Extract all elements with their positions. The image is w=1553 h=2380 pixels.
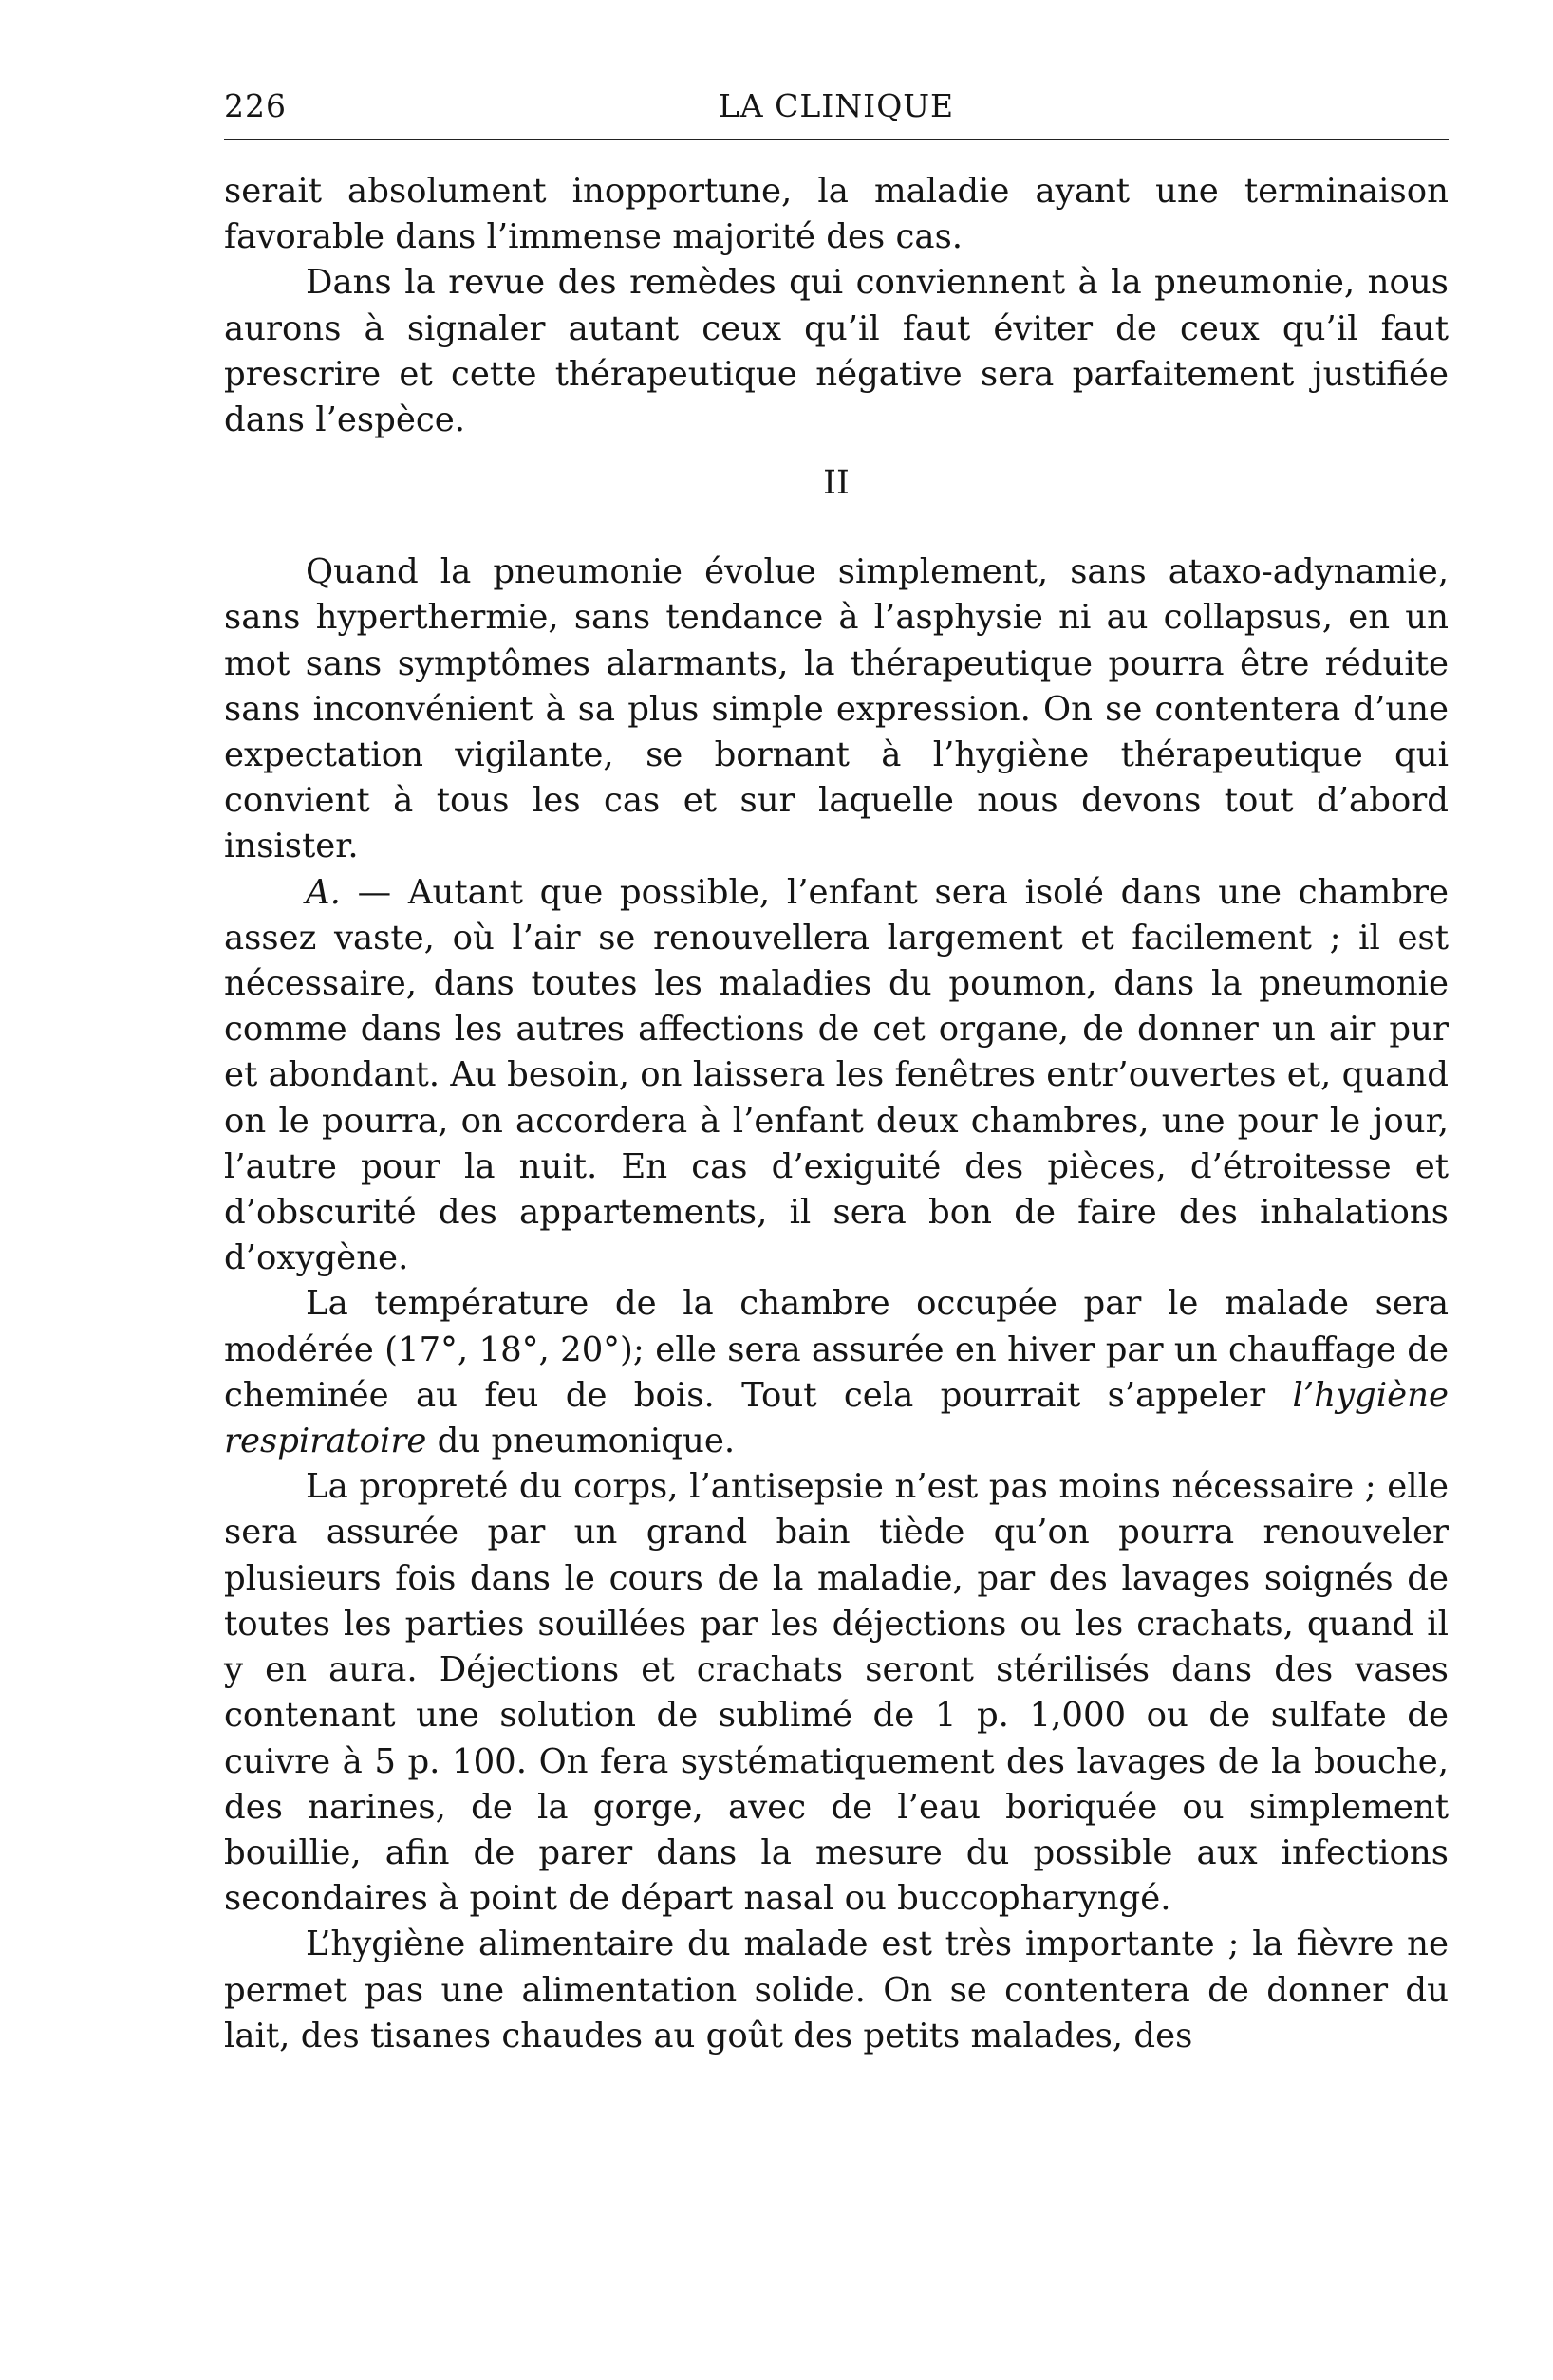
section-number: II <box>823 464 850 503</box>
paragraph: Quand la pneumonie évolue simplement, sans ataxo-adynamie, sans hyperthermie, sans tendance à l’asphysie ni au collapsus, en un mot sans symptômes alarmants, la thérapeutique pourra être réduite sans inconvénient à sa plus simple expression. On se contentera d’une expectation vigilante, se bornant à l’hygiène thérapeutique qui convient à tous les cas et sur laquelle nous devons tout d’abord insister. <box>224 552 1449 866</box>
paragraph-continued: serait absolument inopportune, la maladie ayant une terminaison favorable dans l’immense majorité des cas. <box>224 172 1449 257</box>
paragraph-text: La température de la chambre occupée par le malade sera modérée (17°, 18°, 20°); elle sera assurée en hiver par un chauffage de cheminée au feu de bois. Tout cela pourrait s’appeler <box>224 1284 1449 1415</box>
header-rule <box>224 139 1449 140</box>
paragraph <box>224 1281 1449 1464</box>
body-text <box>224 169 1449 2059</box>
running-head <box>224 82 1449 139</box>
paragraph: L’hygiène alimentaire du malade est très importante ; la fièvre ne permet pas une alimentation solide. On se contentera de donner du lait, des tisanes chaudes au goût des petits malades, des <box>224 1924 1449 2055</box>
paragraph-label: A. <box>306 872 341 912</box>
book-page <box>224 82 1449 2059</box>
paragraph-text: du pneumonique. <box>426 1422 736 1461</box>
paragraph-text: — Autant que possible, l’enfant sera isolé dans une chambre assez vaste, où l’air se renouvellera largement et facilement ; il est nécessaire, dans toutes les maladies du poumon, dans la pneumonie comme dans les autres affections de cet organe, de donner un air pur et abondant. Au besoin, on laissera les fenêtres entr’ouvertes et, quand on le pourra, on accordera à l’enfant deux chambres, une pour le jour, l’autre pour la nuit. En cas d’exiguité des pièces, d’étroitesse et d’obscurité des appartements, il sera bon de faire des inhalations d’oxygène. <box>224 872 1449 1278</box>
italic-term: l’hygiène respiratoire <box>224 1375 1449 1461</box>
paragraph: La propreté du corps, l’antisepsie n’est pas moins nécessaire ; elle sera assurée par un grand bain tiède qu’on pourra renouveler plusieurs fois dans le cours de la maladie, par des lavages soignés de toutes les parties souillées par les déjections ou les crachats, quand il y en aura. Déjections et crachats seront stérilisés dans des vases contenant une solution de sublimé de 1 p. 1,000 ou de sulfate de cuivre à 5 p. 100. On fera systématiquement des lavages de la bouche, des narines, de la gorge, avec de l’eau boriquée ou simplement bouillie, afin de parer dans la mesure du possible aux infections secondaires à point de départ nasal ou buccopharyngé. <box>224 1467 1449 1919</box>
page-number: 226 <box>224 87 287 124</box>
running-title: LA CLINIQUE <box>718 87 955 124</box>
paragraph: Dans la revue des remèdes qui conviennent à la pneumonie, nous aurons à signaler autant ceux qu’il faut éviter de ceux qu’il faut prescrire et cette thérapeutique négative sera parfaitement justifiée dans l’espèce. <box>224 263 1449 440</box>
paragraph-a <box>224 870 1449 1282</box>
